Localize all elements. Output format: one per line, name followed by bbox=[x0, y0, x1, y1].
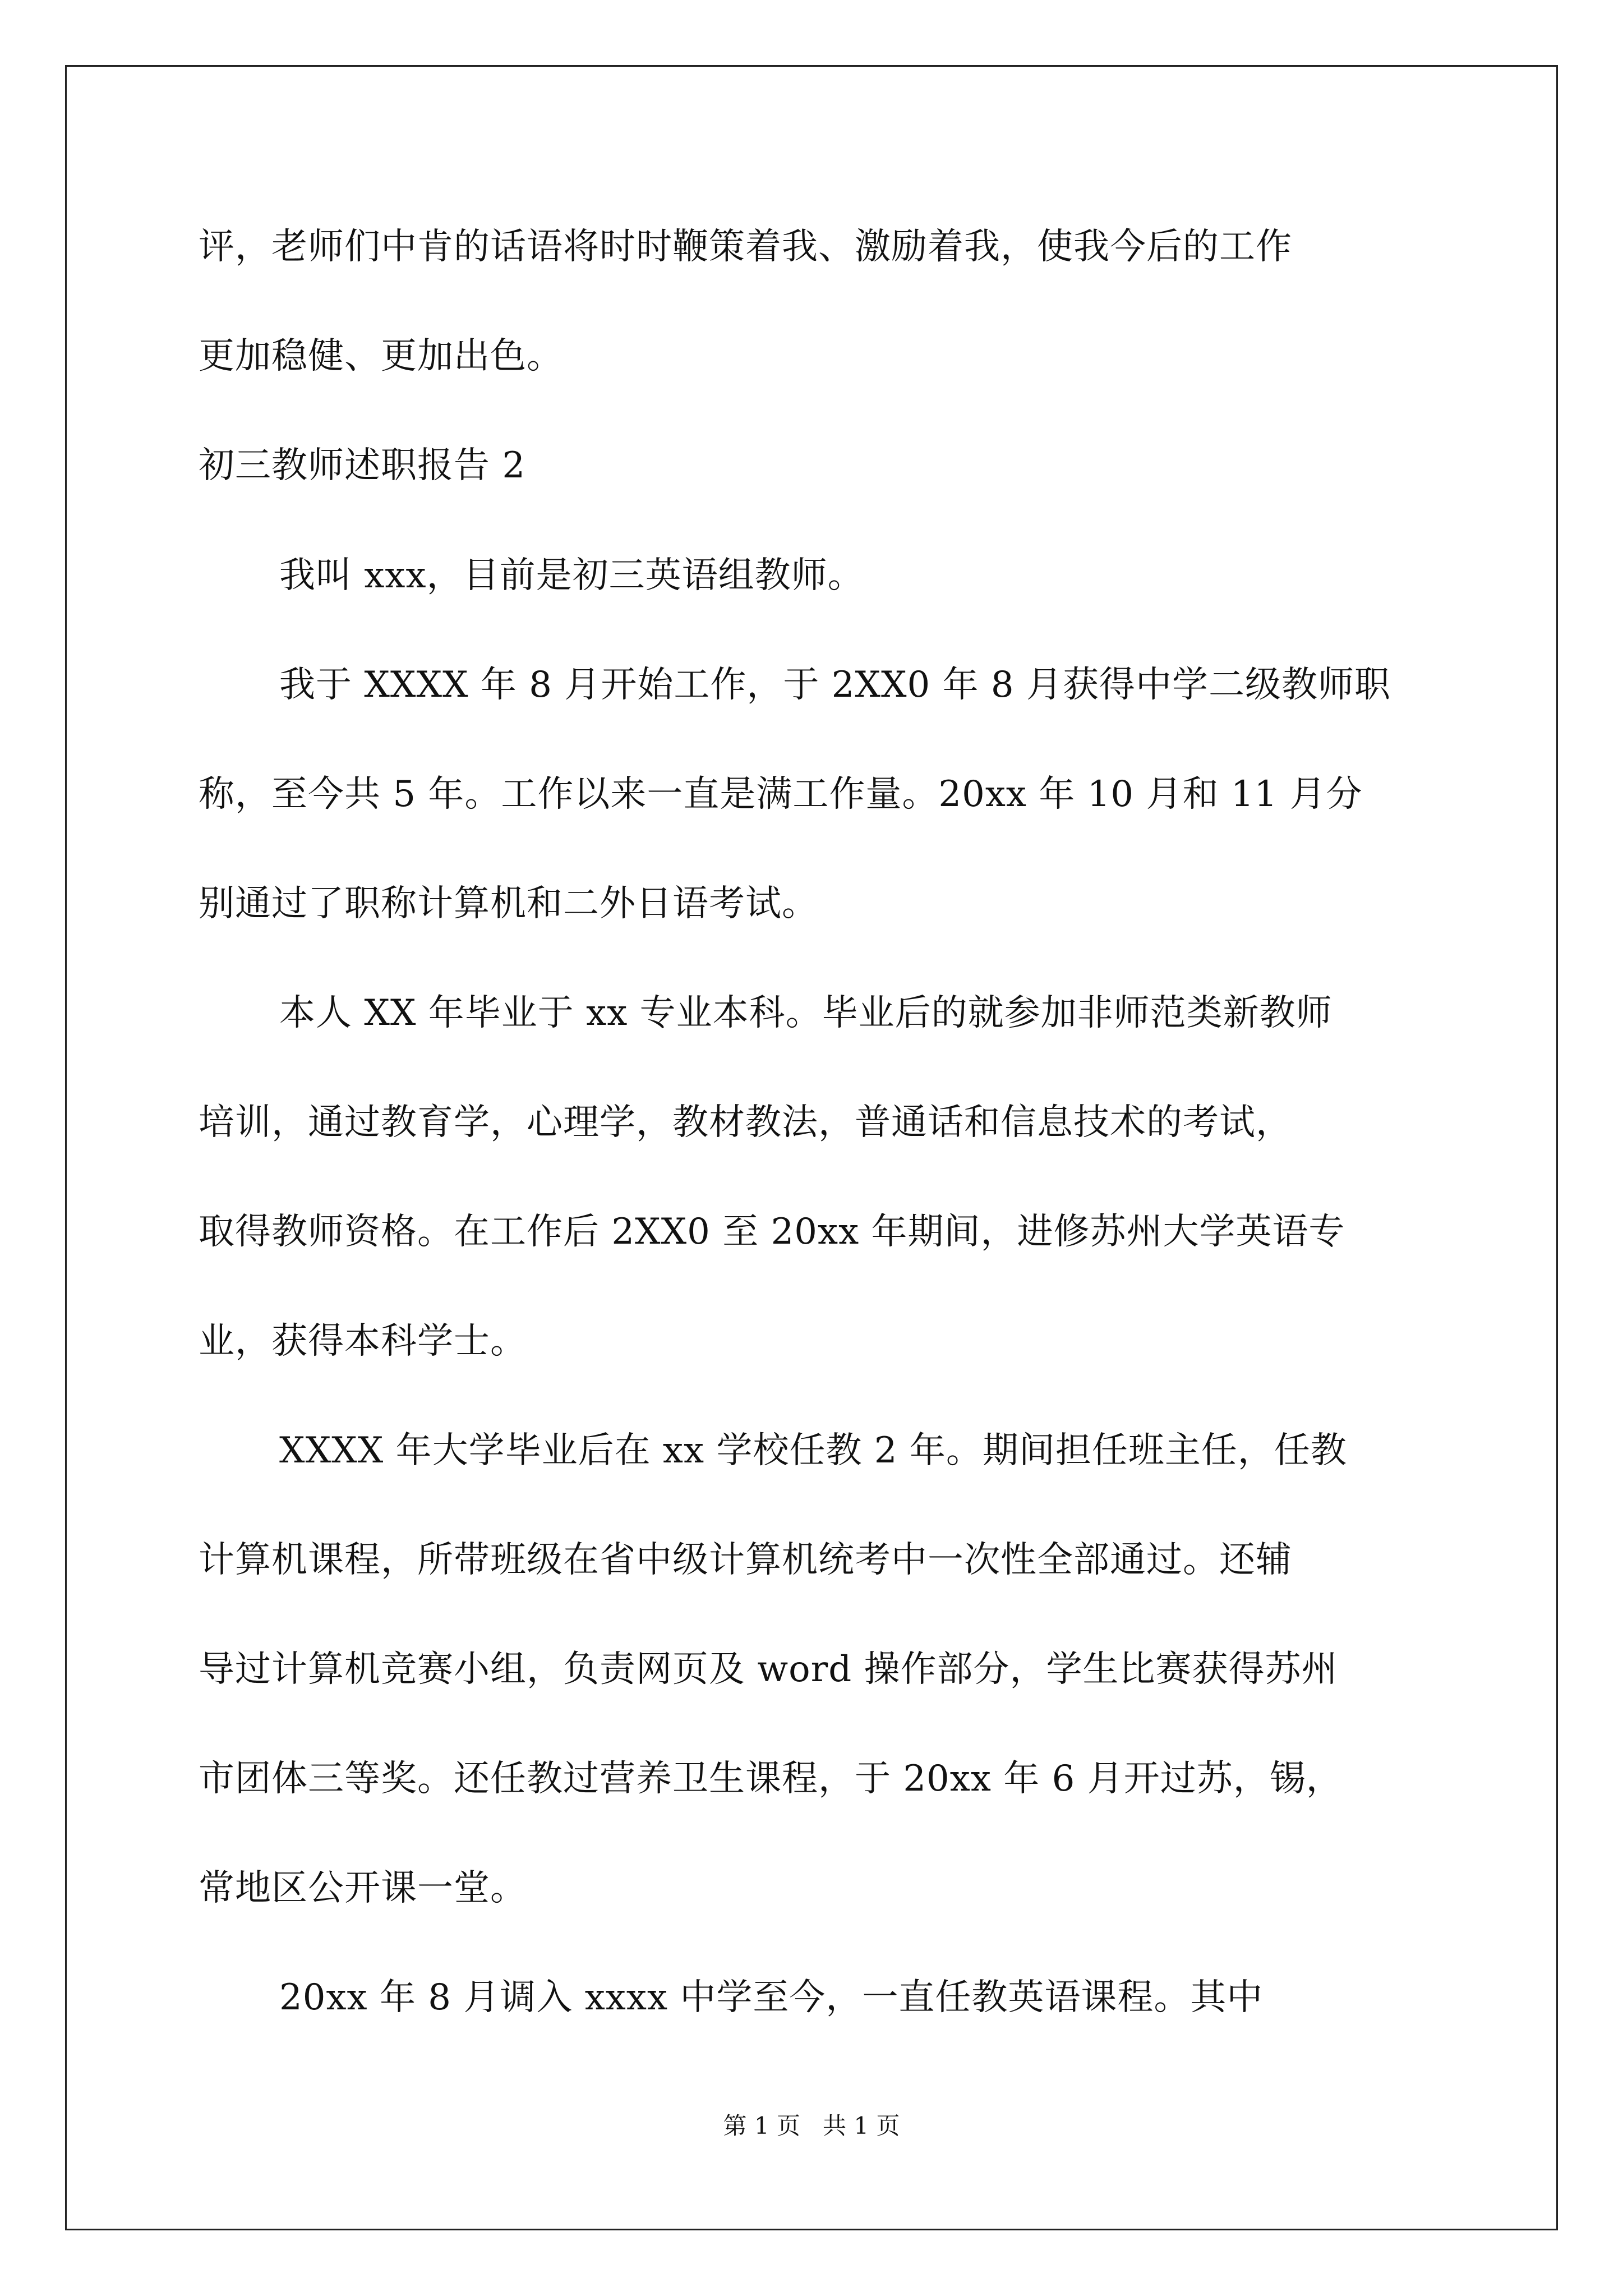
body-text-line: 20xx 年 8 月调入 xxxx 中学至今，一直任教英语课程。其中 bbox=[279, 1977, 1264, 2018]
body-text-line: 业，获得本科学士。 bbox=[199, 1320, 527, 1362]
body-text-line: 我于 XXXX 年 8 月开始工作，于 2XX0 年 8 月获得中学二级教师职 bbox=[279, 664, 1391, 706]
body-text-line: 常地区公开课一堂。 bbox=[199, 1867, 527, 1909]
body-text-line: 计算机课程，所带班级在省中级计算机统考中一次性全部通过。还辅 bbox=[199, 1539, 1292, 1581]
body-text-line: 导过计算机竞赛小组，负责网页及 word 操作部分，学生比赛获得苏州 bbox=[199, 1649, 1338, 1690]
body-text-line: 市团体三等奖。还任教过营养卫生课程，于 20xx 年 6 月开过苏，锡， bbox=[199, 1758, 1343, 1800]
page-number-footer: 第 1 页 共 1 页 bbox=[723, 2112, 900, 2139]
body-text-line: XXXX 年大学毕业后在 xx 学校任教 2 年。期间担任班主任，任教 bbox=[279, 1430, 1347, 1471]
body-text-line: 我叫 xxx，目前是初三英语组教师。 bbox=[279, 555, 864, 596]
body-text-line: 称，至今共 5 年。工作以来一直是满工作量。20xx 年 10 月和 11 月分 bbox=[199, 774, 1363, 815]
body-text-line: 评，老师们中肯的话语将时时鞭策着我、激励着我，使我今后的工作 bbox=[199, 226, 1292, 268]
body-text-line: 别通过了职称计算机和二外日语考试。 bbox=[199, 883, 818, 924]
body-text-line: 更加稳健、更加出色。 bbox=[199, 335, 563, 377]
section-heading: 初三教师述职报告 2 bbox=[199, 445, 526, 486]
body-text-line: 本人 XX 年毕业于 xx 专业本科。毕业后的就参加非师范类新教师 bbox=[279, 992, 1332, 1034]
body-text-line: 取得教师资格。在工作后 2XX0 至 20xx 年期间，进修苏州大学英语专 bbox=[199, 1211, 1345, 1253]
body-text-line: 培训，通过教育学，心理学，教材教法，普通话和信息技术的考试， bbox=[199, 1102, 1292, 1143]
